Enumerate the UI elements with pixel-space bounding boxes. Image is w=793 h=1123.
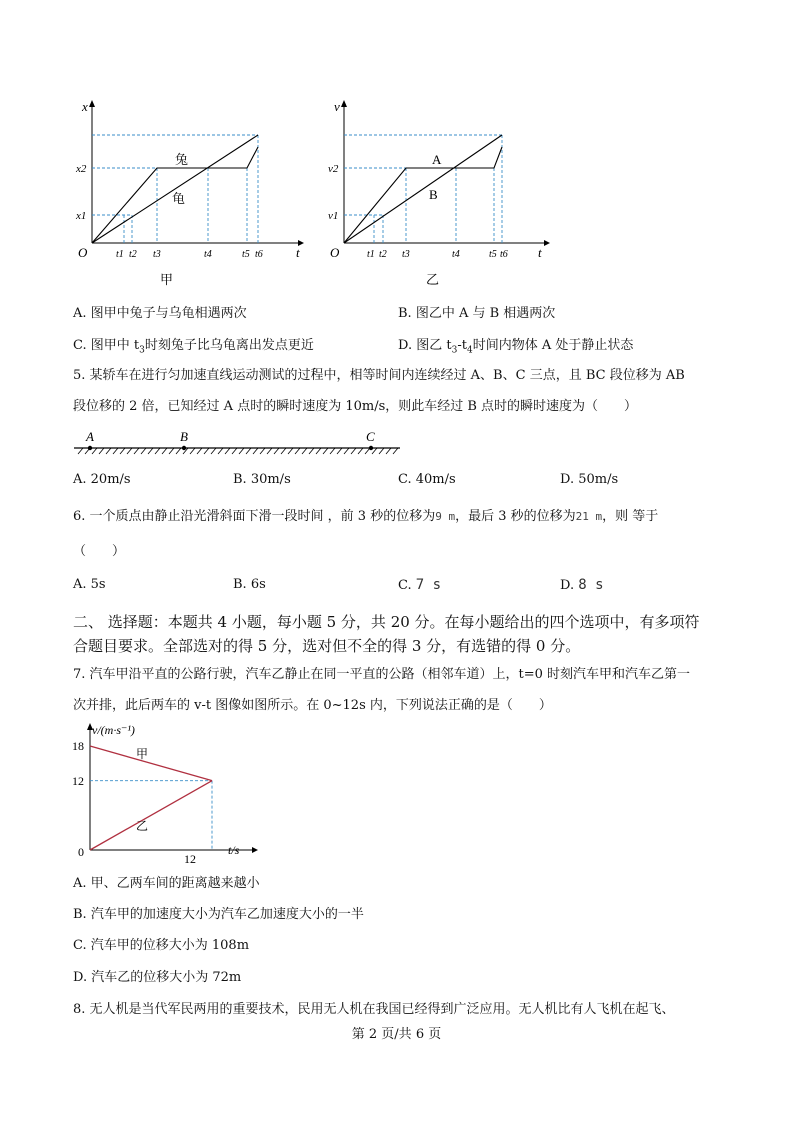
vt-y-tick-18: 18 bbox=[72, 739, 84, 753]
label-b: B bbox=[429, 187, 438, 202]
label-turtle: 龟 bbox=[172, 191, 186, 206]
y-tick-x1: x1 bbox=[76, 210, 87, 222]
q5-option-c: C. 40m/s bbox=[398, 472, 456, 487]
section2-line1: 二、 选择题：本题共 4 小题，每小题 5 分，共 20 分。在每小题给出的四个选项中，有多项符 bbox=[73, 613, 700, 631]
q5-line2: 段位移的 2 倍，已知经过 A 点时的瞬时速度为 10m/s，则此车经过 B 点时的瞬时速度为（ ） bbox=[73, 399, 638, 414]
figure-caption-yi: 乙 bbox=[426, 272, 440, 287]
label-point-c: C bbox=[366, 429, 375, 444]
x-tick-t2: t2 bbox=[129, 249, 137, 260]
q5-option-a: A. 20m/s bbox=[73, 472, 131, 487]
vt-label-yi: 乙 bbox=[136, 819, 149, 833]
y-axis-label: v bbox=[334, 99, 340, 114]
x-axis-label: t bbox=[296, 245, 300, 260]
origin-label: O bbox=[330, 245, 340, 260]
vt-x-axis-label: t/s bbox=[228, 843, 240, 857]
q6-line1: 6. 一个质点由静止沿光滑斜面下滑一段时间 ，前 3 秒的位移为9 m，最后 3 秒的位移为21 m，则 等于 bbox=[73, 509, 659, 524]
point-b bbox=[182, 446, 186, 450]
q7-line2: 次并排，此后两车的 v-t 图像如图所示。在 0~12s 内，下列说法正确的是（ ） bbox=[73, 698, 552, 713]
x-tick-t1: t1 bbox=[367, 249, 375, 260]
q7-option-a: A. 甲、乙两车间的距离越来越小 bbox=[73, 876, 260, 891]
figure-caption-jia: 甲 bbox=[160, 272, 174, 287]
q5-road-diagram bbox=[72, 427, 407, 455]
q4-option-b: B. 图乙中 A 与 B 相遇两次 bbox=[398, 306, 556, 321]
q7-option-c: C. 汽车甲的位移大小为 108m bbox=[73, 938, 250, 953]
x-tick-t6: t6 bbox=[255, 249, 263, 260]
figure-yi-vt-graph bbox=[322, 95, 562, 290]
x-tick-t4: t4 bbox=[452, 249, 460, 260]
page-footer: 第 2 页/共 6 页 bbox=[351, 1027, 442, 1042]
point-c bbox=[369, 446, 373, 450]
x-tick-t6: t6 bbox=[500, 249, 508, 260]
q5-option-b: B. 30m/s bbox=[233, 472, 291, 487]
q8-line1: 8. 无人机是当代军民两用的重要技术，民用无人机在我国已经得到广泛应用。无人机比有人飞机在起飞、 bbox=[73, 1002, 675, 1017]
y-tick-v2: v2 bbox=[328, 163, 339, 175]
q5-option-d: D. 50m/s bbox=[560, 472, 619, 487]
y-tick-v1: v1 bbox=[328, 210, 339, 222]
q7-vt-graph bbox=[70, 720, 270, 870]
label-rabbit: 兔 bbox=[175, 152, 189, 167]
y-tick-x2: x2 bbox=[76, 163, 87, 175]
a-line bbox=[344, 147, 502, 243]
vt-x-tick-12: 12 bbox=[184, 852, 196, 866]
vt-origin: 0 bbox=[78, 845, 84, 859]
x-tick-t5: t5 bbox=[489, 249, 497, 260]
vt-label-jia: 甲 bbox=[136, 747, 149, 761]
q6-option-c: C. 7 s bbox=[398, 577, 442, 593]
q4-option-a: A. 图甲中兔子与乌龟相遇两次 bbox=[73, 306, 247, 321]
x-tick-t1: t1 bbox=[116, 249, 124, 260]
label-point-b: B bbox=[180, 429, 188, 444]
q4-option-c: C. 图甲中 $t_3$时刻兔子比乌龟离出发点更近 bbox=[73, 338, 314, 356]
q7-line1: 7. 汽车甲沿平直的公路行驶，汽车乙静止在同一平直的公路（相邻车道）上，t=0 时刻汽车甲和汽车乙第一 bbox=[73, 667, 691, 682]
x-tick-t4: t4 bbox=[204, 249, 212, 260]
x-axis-label: t bbox=[538, 245, 542, 260]
q4-option-d: D. 图乙 $t_3-t_4$时间内物体 A 处于静止状态 bbox=[398, 338, 634, 356]
figure-jia-xt-graph bbox=[70, 95, 310, 290]
b-line bbox=[344, 135, 502, 243]
q6-option-b: B. 6s bbox=[233, 577, 266, 592]
label-point-a: A bbox=[86, 429, 94, 444]
x-tick-t3: t3 bbox=[402, 249, 410, 260]
x-tick-t5: t5 bbox=[242, 249, 250, 260]
label-a: A bbox=[432, 152, 442, 167]
vt-y-axis-label: v/(m·s⁻¹) bbox=[92, 723, 135, 737]
origin-label: O bbox=[78, 245, 88, 260]
section2-line2: 合题目要求。全部选对的得 5 分，选对但不全的得 3 分，有选错的得 0 分。 bbox=[73, 637, 581, 655]
x-tick-t2: t2 bbox=[379, 249, 387, 260]
y-axis-label: x bbox=[82, 99, 88, 114]
q6-blank: （ ） bbox=[73, 544, 126, 559]
x-tick-t3: t3 bbox=[153, 249, 161, 260]
point-a bbox=[88, 446, 92, 450]
q7-option-b: B. 汽车甲的加速度大小为汽车乙加速度大小的一半 bbox=[73, 907, 364, 922]
q6-option-a: A. 5s bbox=[73, 577, 106, 592]
q6-option-d: D. 8 s bbox=[560, 577, 604, 593]
series-jia-line bbox=[90, 746, 212, 781]
vt-y-tick-12: 12 bbox=[72, 774, 84, 788]
q7-option-d: D. 汽车乙的位移大小为 72m bbox=[73, 970, 242, 985]
q5-line1: 5. 某轿车在进行匀加速直线运动测试的过程中，相等时间内连续经过 A、B、C 三点，且 BC 段位移为 AB bbox=[73, 368, 685, 383]
series-yi-line bbox=[90, 781, 212, 850]
